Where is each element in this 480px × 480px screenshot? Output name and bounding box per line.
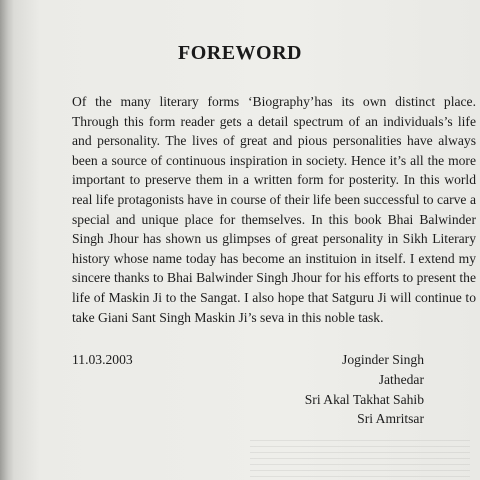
- signature-block: [305, 350, 424, 429]
- foreword-paragraph: Of the many literary forms ‘Biography’has its own distinct place. Through this form reader gets a detail spectrum of an individuals’s life and personality. The lives of great and pious personalities have always been a source of continuous inspiration in society. Hence it’s all the more important to preserve them in a written form for posterity. In this world real life protagonists have in course of their life been successful to carve a special and unique place for themselves. In this book Bhai Balwinder Singh Jhour has shown us glimpses of great personality in Sikh Literary history whose name today has become an instituion in itself. I extend my sincere thanks to Bhai Balwinder Singh Jhour for his efforts to present the life of Maskin Ji to the Sangat. I also hope that Satguru Ji will continue to take Giani Sant Singh Maskin Ji’s seva in this noble task.: [72, 94, 476, 325]
- reverse-side-print-texture: [250, 440, 470, 480]
- page-gutter-shadow: [0, 0, 14, 480]
- signatory-place: Sri Amritsar: [357, 411, 424, 427]
- signatory-name: Joginder Singh: [342, 352, 424, 367]
- signatory-office: Sri Akal Takhat Sahib: [304, 391, 424, 407]
- page-title: FOREWORD: [178, 42, 302, 64]
- signatory-role: Jathedar: [378, 371, 424, 387]
- date-line: 11.03.2003: [72, 352, 133, 367]
